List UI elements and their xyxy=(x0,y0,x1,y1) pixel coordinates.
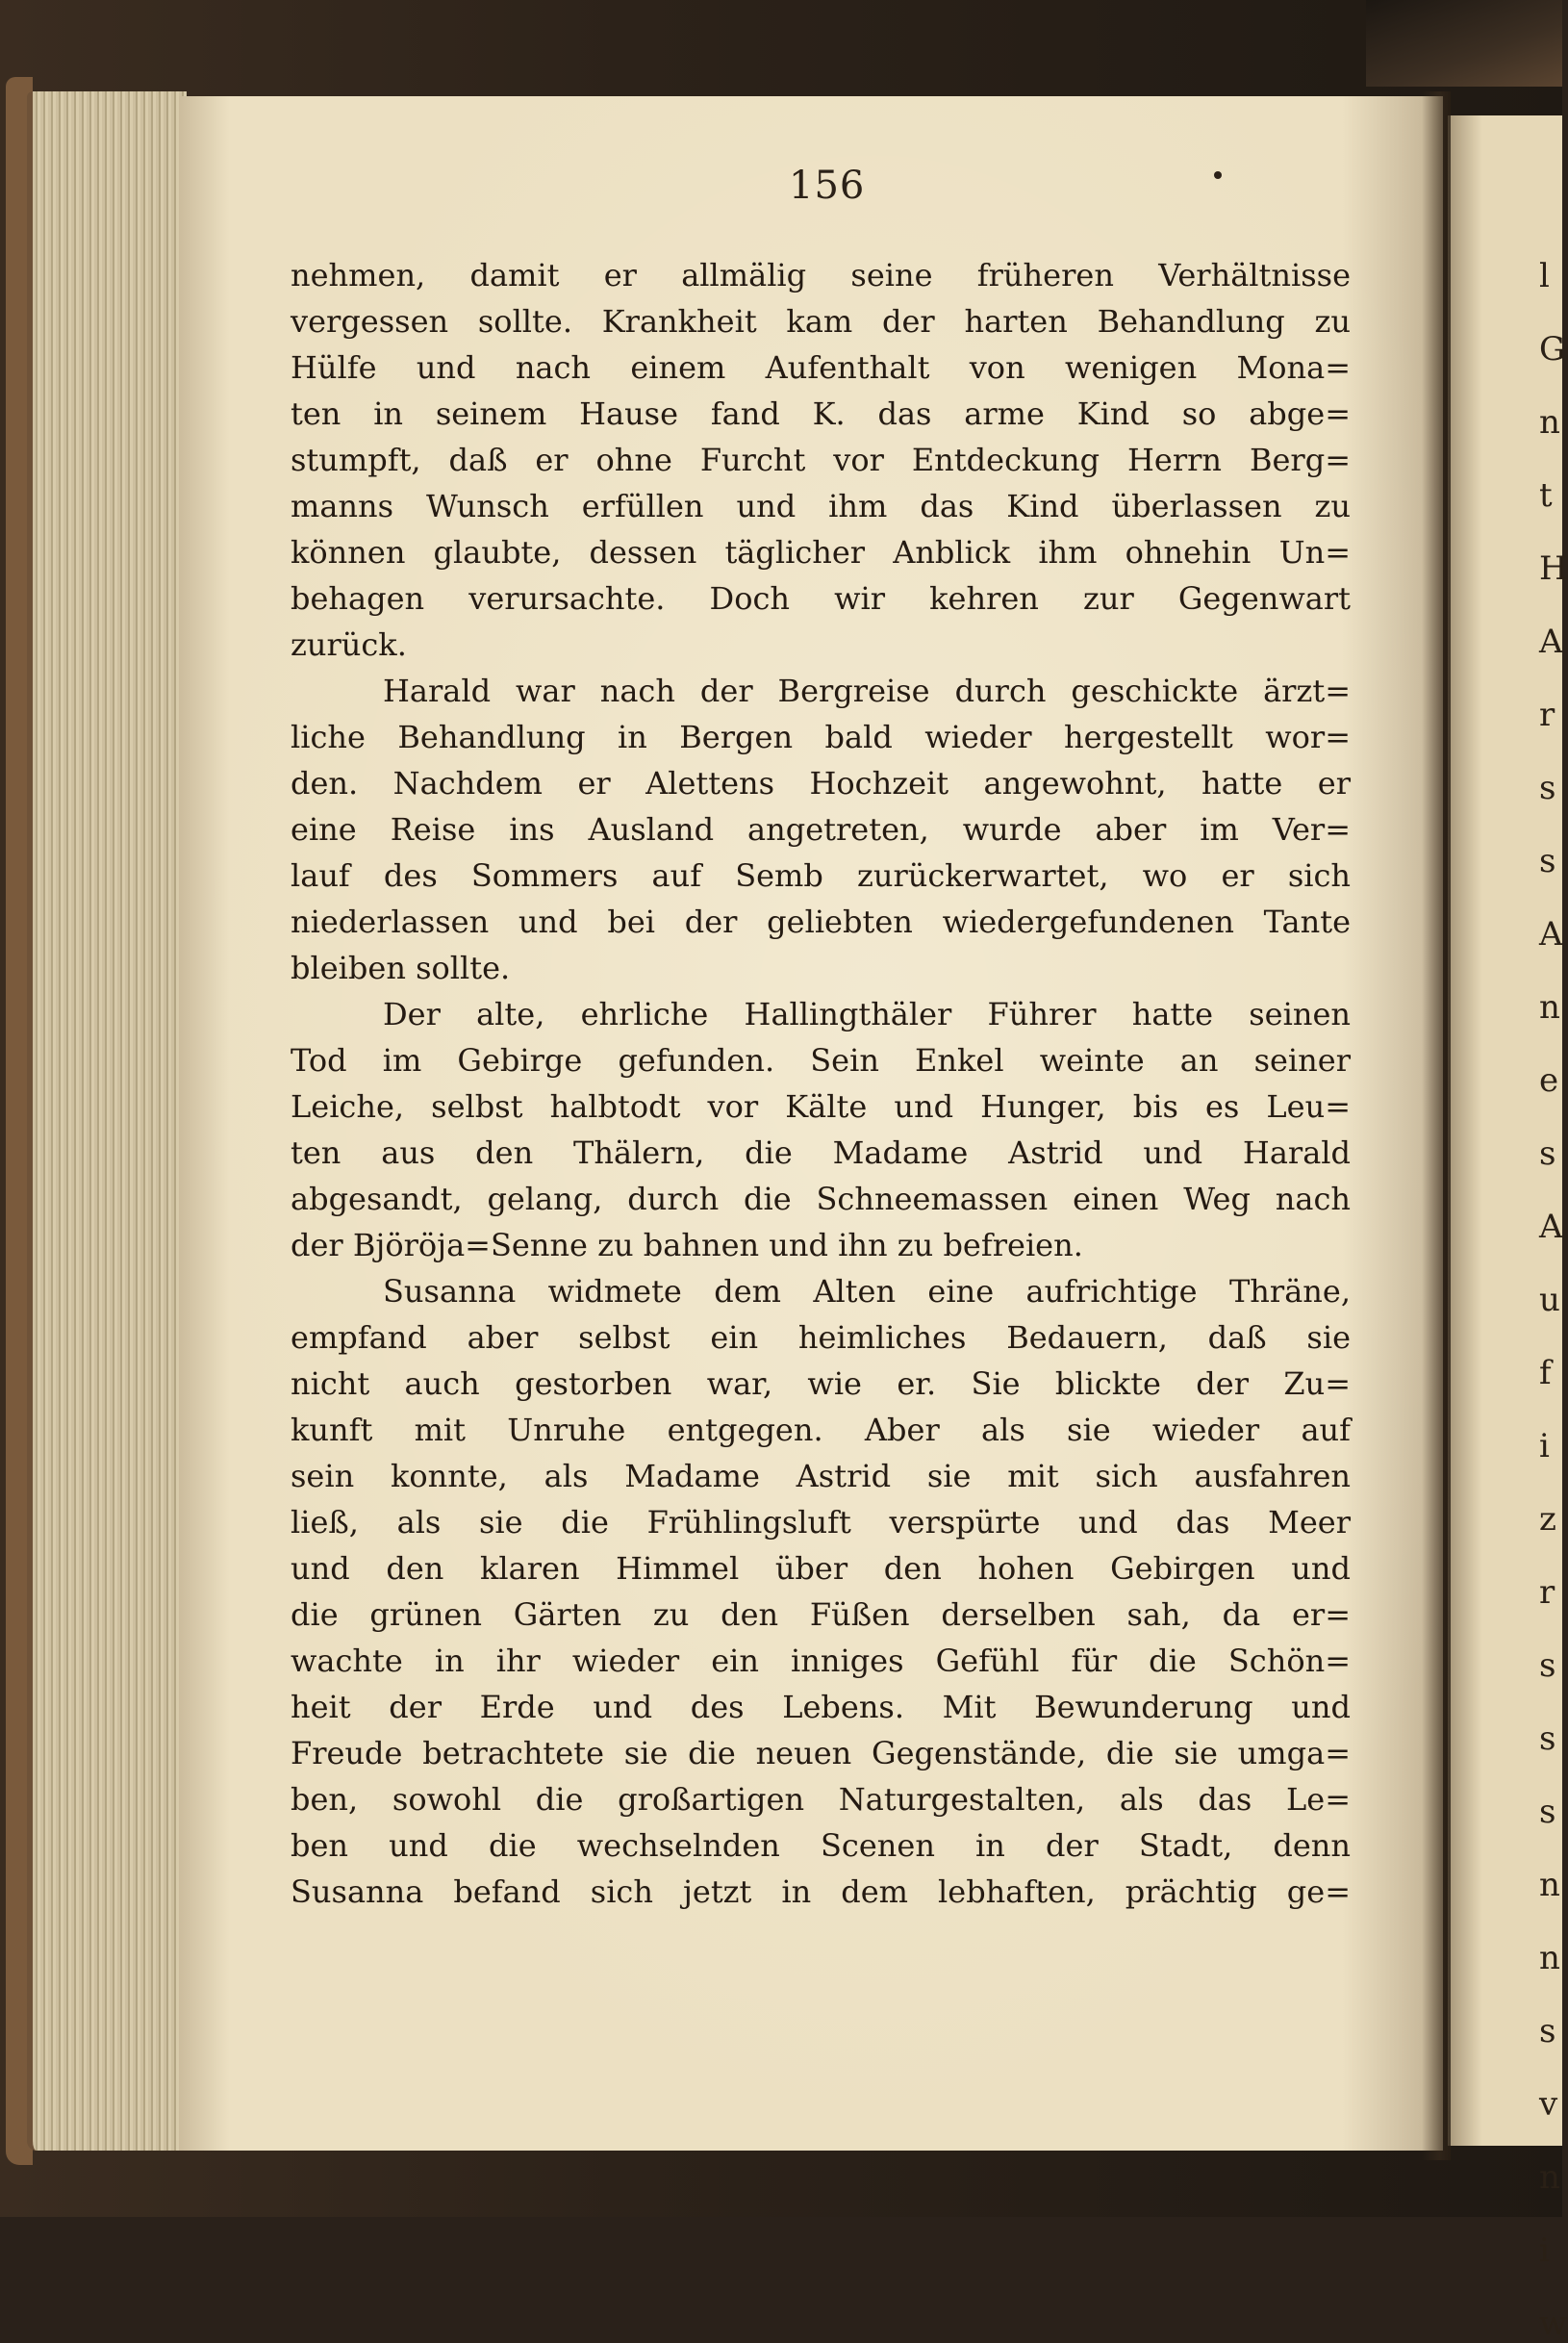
text-line: sein konnte, als Madame Astrid sie mit sich ausfahren xyxy=(291,1458,1351,1494)
text-line: Tod im Gebirge gefunden. Sein Enkel weinte an seiner xyxy=(291,1042,1351,1079)
text-line: heit der Erde und des Lebens. Mit Bewunderung und xyxy=(291,1689,1351,1725)
facing-page-letter: A xyxy=(1539,1208,1563,1246)
facing-page-letter: s xyxy=(1539,842,1556,880)
text-line: ben, sowohl die großartigen Naturgestalten, als das Le= xyxy=(291,1781,1351,1818)
text-line: niederlassen und bei der geliebten wiedergefundenen Tante xyxy=(291,904,1351,940)
body-text xyxy=(291,252,1351,1915)
page-stack-edge xyxy=(27,91,187,2151)
facing-page-letter: s xyxy=(1539,2012,1556,2050)
facing-page-letter: H xyxy=(1539,549,1568,588)
text-line: Hülfe und nach einem Aufenthalt von wenigen Mona= xyxy=(291,349,1351,386)
facing-page-letter: r xyxy=(1539,696,1555,734)
text-line: ließ, als sie die Frühlingsluft verspürte und das Meer xyxy=(291,1504,1351,1541)
facing-page-letter: n xyxy=(1539,2158,1560,2197)
text-line: wachte in ihr wieder ein inniges Gefühl für die Schön= xyxy=(291,1643,1351,1679)
text-line: Freude betrachtete sie die neuen Gegenstände, die sie umga= xyxy=(291,1735,1351,1771)
text-line: den. Nachdem er Alettens Hochzeit angewohnt, hatte er xyxy=(291,765,1351,802)
text-line: stumpft, daß er ohne Furcht vor Entdeckung Herrn Berg= xyxy=(291,442,1351,478)
text-line: manns Wunsch erfüllen und ihm das Kind überlassen zu xyxy=(291,488,1351,524)
text-line: Susanna widmete dem Alten eine aufrichtige Thräne, xyxy=(383,1273,1351,1310)
facing-page-letter: r xyxy=(1539,1573,1555,1612)
text-line: abgesandt, gelang, durch die Schneemassen einen Weg nach xyxy=(291,1181,1351,1217)
text-line: Leiche, selbst halbtodt vor Kälte und Hunger, bis es Leu= xyxy=(291,1088,1351,1125)
text-line: können glaubte, dessen täglicher Anblick ihm ohnehin Un= xyxy=(291,534,1351,571)
facing-page-letter: G xyxy=(1539,330,1566,369)
facing-page-letter: s xyxy=(1539,1134,1556,1173)
gutter-shadow xyxy=(1422,91,1451,2160)
facing-page-letter: t xyxy=(1539,476,1553,515)
facing-page-letter: s xyxy=(1539,1719,1556,1758)
text-line: der Björöja=Senne zu bahnen und ihn zu befreien. xyxy=(291,1227,1083,1263)
facing-page-letter: z xyxy=(1539,1500,1556,1539)
text-line: nicht auch gestorben war, wie er. Sie blickte der Zu= xyxy=(291,1365,1351,1402)
facing-page-letter: v xyxy=(1539,2085,1558,2124)
text-line: behagen verursachte. Doch wir kehren zur Gegenwart xyxy=(291,580,1351,617)
text-line: die grünen Gärten zu den Füßen derselben sah, da er= xyxy=(291,1596,1351,1633)
text-line: ten in seinem Hause fand K. das arme Kind so abge= xyxy=(291,395,1351,432)
text-line: nehmen, damit er allmälig seine früheren Verhältnisse xyxy=(291,257,1351,293)
text-line: bleiben sollte. xyxy=(291,950,511,986)
page-number: 156 xyxy=(789,164,866,208)
facing-page-letters xyxy=(1539,257,1568,2343)
facing-page-letter: n xyxy=(1539,1866,1560,1904)
text-line: vergessen sollte. Krankheit kam der harten Behandlung zu xyxy=(291,303,1351,340)
text-line: liche Behandlung in Bergen bald wieder hergestellt wor= xyxy=(291,719,1351,755)
text-line: kunft mit Unruhe entgegen. Aber als sie wieder auf xyxy=(291,1412,1351,1448)
text-line: Harald war nach der Bergreise durch geschickte ärzt= xyxy=(383,673,1351,709)
cover-corner xyxy=(1366,0,1562,87)
facing-page-letter: e xyxy=(1539,1061,1559,1100)
facing-page-letter: n xyxy=(1539,403,1560,442)
facing-page-letter: w xyxy=(1539,2305,1568,2343)
facing-page-letter: n xyxy=(1539,988,1560,1027)
text-line: und den klaren Himmel über den hohen Gebirgen und xyxy=(291,1550,1351,1587)
text-line: Susanna befand sich jetzt in dem lebhaften, prächtig ge= xyxy=(291,1873,1351,1910)
text-line: eine Reise ins Ausland angetreten, wurde aber im Ver= xyxy=(291,811,1351,848)
facing-page-letter: u xyxy=(1539,1281,1560,1319)
facing-page-letter: s xyxy=(1539,1793,1556,1831)
facing-page-letter: i xyxy=(1539,2231,1550,2270)
facing-page-letter: s xyxy=(1539,1646,1556,1685)
facing-page-letter: i xyxy=(1539,1427,1550,1465)
facing-page-letter: A xyxy=(1539,623,1563,661)
text-line: ten aus den Thälern, die Madame Astrid und Harald xyxy=(291,1134,1351,1171)
facing-page-letter: l xyxy=(1539,257,1550,295)
facing-page-letter: f xyxy=(1539,1354,1552,1392)
facing-page-letter: n xyxy=(1539,1939,1560,1977)
text-line: lauf des Sommers auf Semb zurückerwartet, wo er sich xyxy=(291,857,1351,894)
facing-page-letter: s xyxy=(1539,769,1556,807)
text-line: Der alte, ehrliche Hallingthäler Führer hatte seinen xyxy=(383,996,1351,1032)
text-line: zurück. xyxy=(291,626,407,663)
text-line: empfand aber selbst ein heimliches Bedauern, daß sie xyxy=(291,1319,1351,1356)
text-line: ben und die wechselnden Scenen in der Stadt, denn xyxy=(291,1827,1351,1864)
facing-page-letter: A xyxy=(1539,915,1563,954)
page-dot-mark xyxy=(1214,171,1222,179)
